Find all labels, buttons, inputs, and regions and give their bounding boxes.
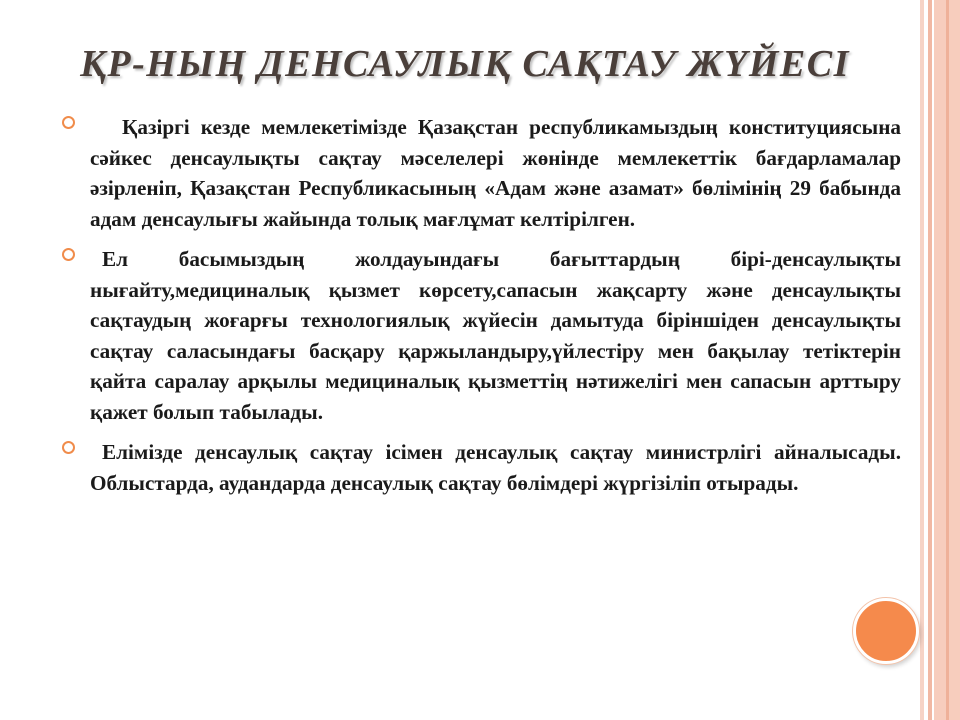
bullet-list	[58, 112, 901, 508]
bullet-text: Ел басымыздың жолдауындағы бағыттардың бірі-денсаулықты нығайту,медициналық қызмет көрсету,сапасын жақсарту және денсаулықты сақтаудың жоғарғы технологиялық жүйесін дамытуда біріншіден денсаулықты сақтау саласындағы басқару қаржыландыру,үйлестіру мен бақылау тетіктерін қайта саралау арқылы медициналық қызметтің нәтижелігі мен сапасын арттыру қажет болып табылады.	[90, 247, 901, 424]
list-item	[58, 437, 901, 498]
bullet-text: Қазіргі кезде мемлекетімізде Қазақстан республикамыздың конституциясына сәйкес денсаулықты сақтау мәселелері жөнінде мемлекеттік бағдарламалар әзірленіп, Қазақстан Республикасының «Адам және азамат» бөлімінің 29 бабында адам денсаулығы жайында толық мағлұмат келтірілген.	[90, 115, 901, 231]
side-stripe	[946, 0, 949, 720]
side-stripe	[928, 0, 932, 720]
circle-bullet-icon	[62, 116, 75, 129]
bullet-text: Елімізде денсаулық сақтау ісімен денсаулық сақтау министрлігі айналысады. Облыстарда, аудандарда денсаулық сақтау бөлімдері жүргізіліп отырады.	[90, 440, 901, 495]
decorative-circle-icon	[853, 598, 919, 664]
side-stripe	[920, 0, 924, 720]
list-item	[58, 244, 901, 427]
circle-bullet-icon	[62, 441, 75, 454]
slide-title: ҚР-НЫҢ ДЕНСАУЛЫҚ САҚТАУ ЖҮЙЕСІ	[80, 43, 850, 85]
list-item	[58, 112, 901, 234]
circle-bullet-icon	[62, 248, 75, 261]
